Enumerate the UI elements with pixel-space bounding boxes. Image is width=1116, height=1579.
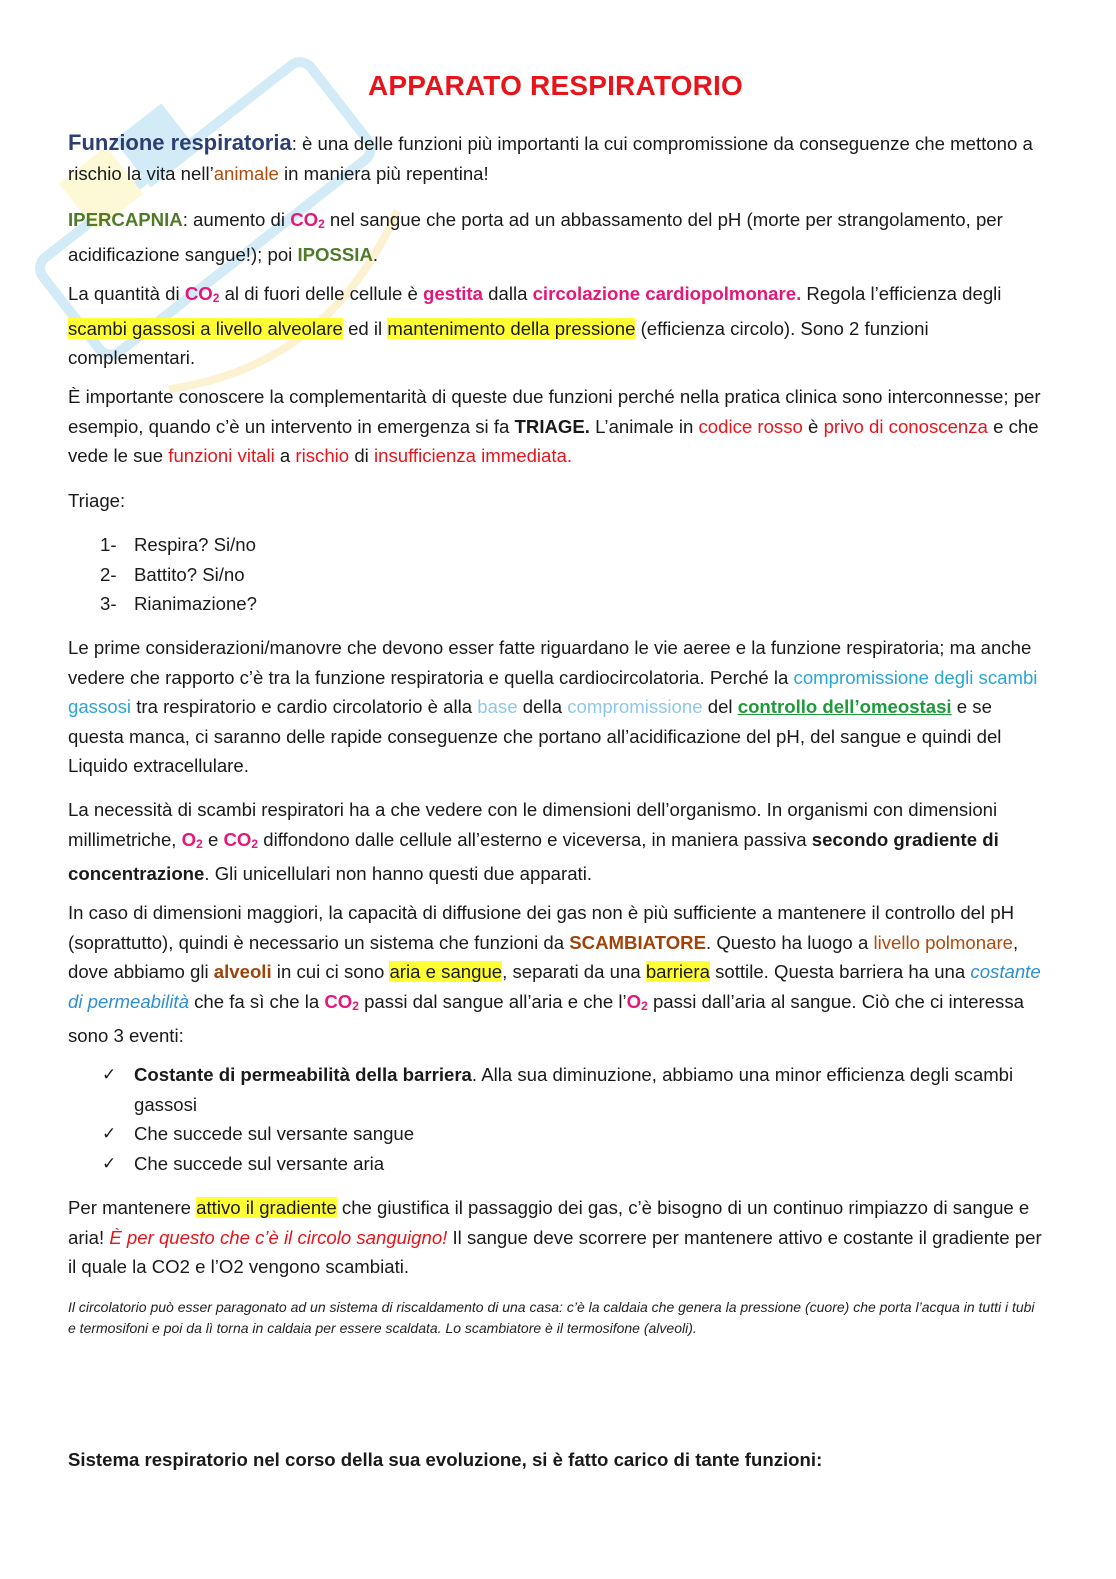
check-icon: ✓: [102, 1153, 117, 1173]
paragraph-ipercapnia: IPERCAPNIA: aumento di $CO_2$ nel sangue che porta ad un abbassamento del pH (morte per strangolamento, per acidificazione sangue!); poi IPOSSIA.: [68, 209, 1003, 265]
highlight-pressione: mantenimento della pressione: [387, 317, 636, 339]
term-ipercapnia: IPERCAPNIA: [68, 209, 183, 230]
paragraph-triage-intro: È importante conoscere la complementarità di queste due funzioni perché nella pratica clinica sono interconnesse; per esempio, quando c’è un intervento in emergenza si fa TRIAGE. L’animale in codice rosso è privo di conoscenza e che vede le sue funzioni vitali a rischio di insufficienza immediata.: [68, 386, 1041, 467]
term-funzione-respiratoria: Funzione respiratoria: [68, 130, 292, 155]
paragraph-gradiente: Per mantenere attivo il gradiente che giustifica il passaggio dei gas, c’è bisogno di un continuo rimpiazzo di sangue e aria! È per questo che c’è il circolo sanguigno! Il sangue deve scorrere per mantenere attivo e costante il gradiente per il quale la CO2 e l’O2 vengono scambiati.: [68, 1197, 1042, 1278]
check-icon: ✓: [102, 1065, 117, 1084]
section-heading: Sistema respiratorio nel corso della sua evoluzione, si è fatto carico di tante funzioni:: [68, 1449, 823, 1470]
paragraph-scambiatore: In caso di dimensioni maggiori, la capacità di diffusione dei gas non è più sufficiente a mantenere il controllo del pH (soprattutto), quindi è necessario un sistema che funzioni da SCAMBIATORE. Questo ha luogo a livello polmonare, dove abbiamo gli alveoli in cui ci sono aria e sangue, separati da una barriera sottile. Questa barriera ha una costante di permeabilità che fa sì che la $CO_2$ passi dal sangue all’aria e che $l’O_2$ passi dall’aria al sangue. Ciò che ci interessa sono 3 eventi:: [68, 902, 1041, 1047]
check-icon: ✓: [102, 1124, 117, 1144]
paragraph-considerazioni: Le prime considerazioni/manovre che devono esser fatte riguardano le vie aeree e la funzione respiratoria; ma anche vedere che rapporto c’è tra la funzione respiratoria e quella cardiocircolatoria. Perché la compromissione degli scambi gassosi tra respiratorio e cardio circolatorio è alla base della compromissione del controllo dell’omeostasi e se questa manca, ci saranno delle rapide conseguenze che portano all’acidificazione del pH, del sangue e quindi del Liquido extracellulare.: [68, 637, 1038, 777]
list-item: 1- Respira? Si/no: [100, 534, 256, 555]
page-title: APPARATO RESPIRATORIO: [368, 70, 743, 101]
term-ipossia: IPOSSIA: [297, 243, 373, 265]
paragraph-necessita: La necessità di scambi respiratori ha a che vedere con le dimensioni dell’organismo. In organismi con dimensioni millimetriche, $O_2$ e $CO_2$ diffondono dalle cellule all’esterno e viceversa, in maniera passiva secondo gradiente di concentrazione. Gli unicellulari non hanno questi due apparati.: [68, 799, 999, 885]
paragraph-co2: La quantità di $CO_2$ al di fuori delle cellule è gestita dalla circolazione cardiopolmonare. Regola l’efficienza degli scambi gassosi a livello alveolare ed il mantenimento della pressione (efficienza circolo). Sono 2 funzioni complementari.: [68, 283, 1002, 369]
highlight-scambi: scambi gassosi a livello alveolare: [68, 317, 343, 339]
events-checklist: [100, 1060, 1043, 1178]
triage-label: Triage:: [68, 490, 126, 511]
list-item: ✓ Che succede sul versante aria: [100, 1149, 1043, 1179]
list-item: ✓ Che succede sul versante sangue: [100, 1119, 1043, 1149]
paragraph-funzione: Funzione respiratoria: è una delle funzioni più importanti la cui compromissione da conseguenze che mettono a rischio la vita nell’animale in maniera più repentina!: [68, 130, 1033, 184]
list-item: 2- Battito? Si/no: [100, 563, 245, 585]
note-analogy: Il circolatorio può esser paragonato ad un sistema di riscaldamento di una casa: c’è la caldaia che genera la pressione (cuore) che porta l’acqua in tutti i tubi e termosifoni e poi da lì torna in caldaia per essere scaldata. Lo scambiatore è il termosifone (alveoli).: [68, 1299, 1035, 1336]
triage-list: [100, 530, 257, 619]
list-item: 3- Rianimazione?: [100, 593, 257, 615]
list-item: ✓ Costante di permeabilità della barriera. Alla sua diminuzione, abbiamo una minor efficienza degli scambi gassosi: [100, 1060, 1043, 1119]
